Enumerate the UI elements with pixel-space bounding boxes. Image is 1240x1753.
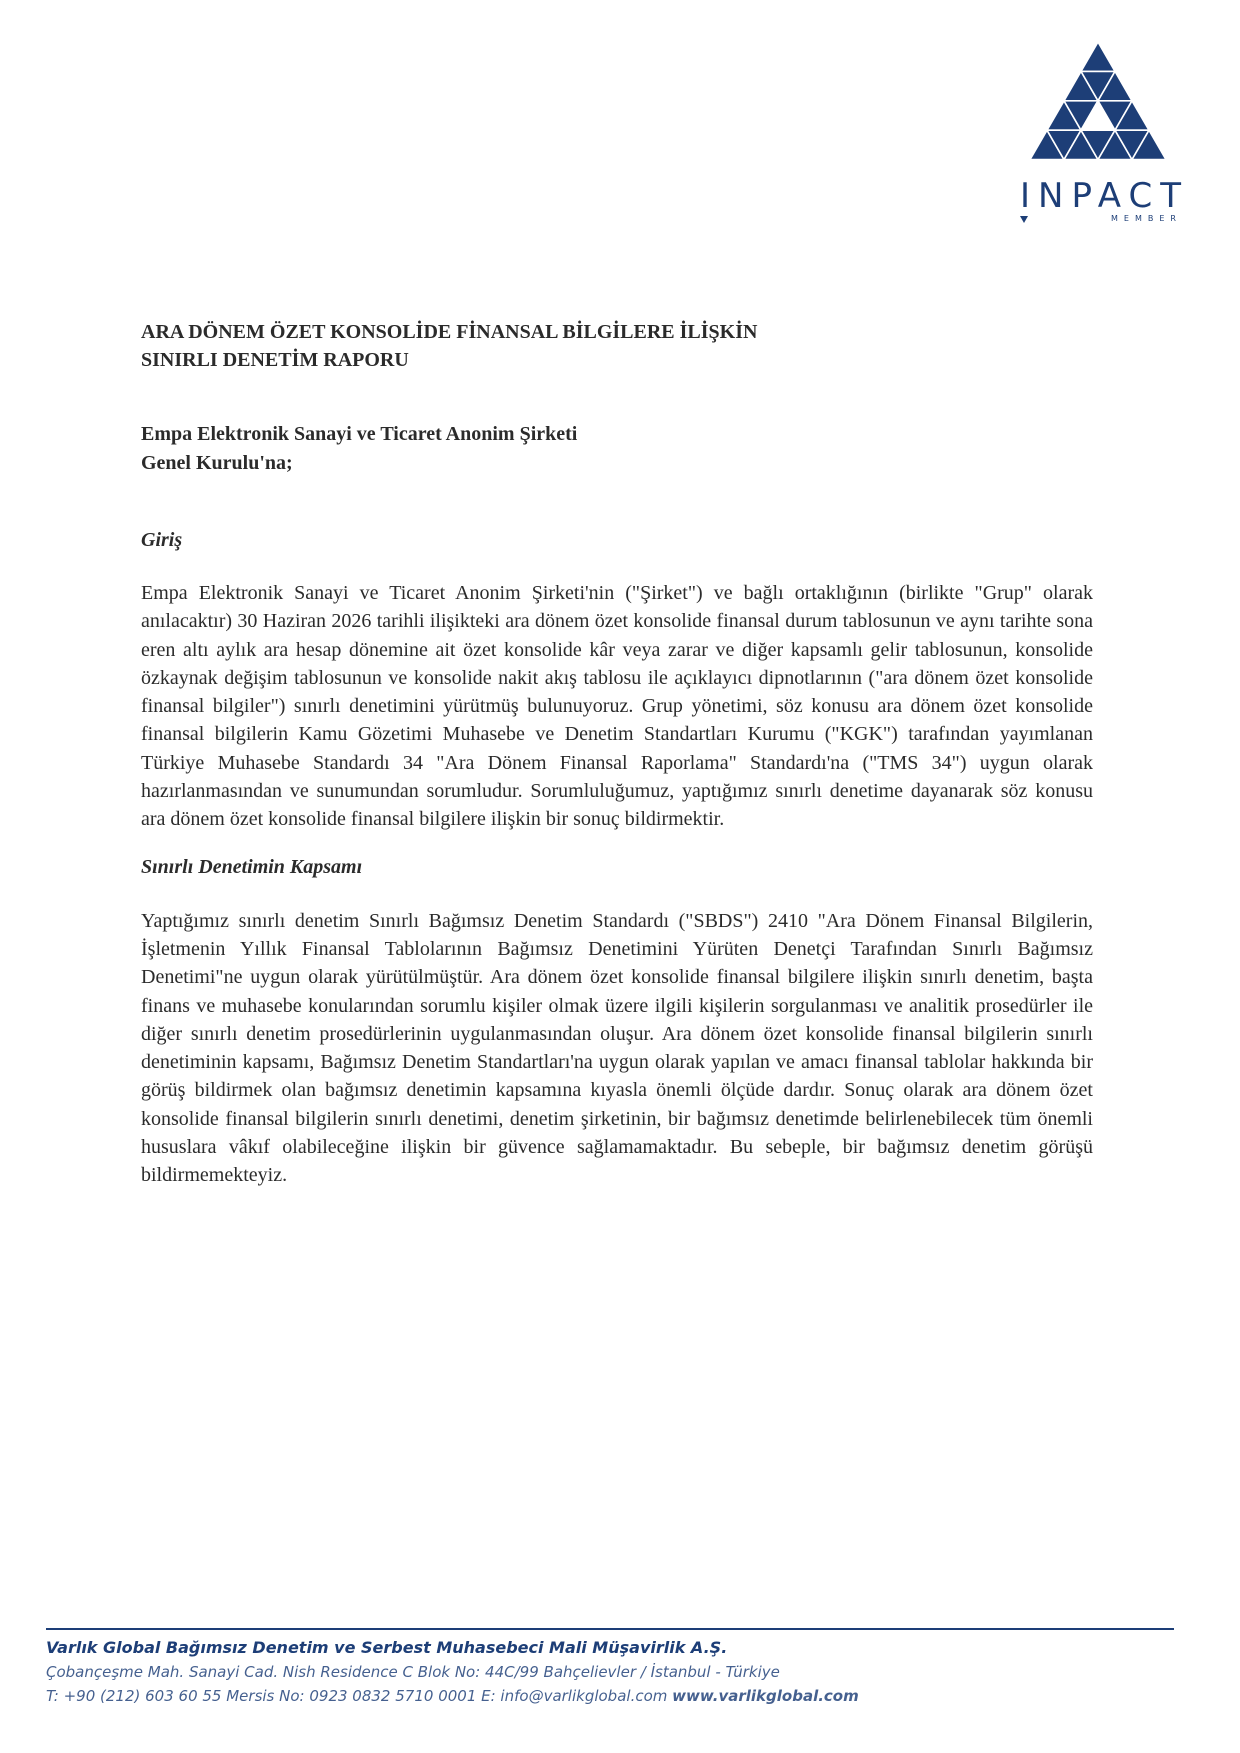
- addressee: [141, 420, 1093, 478]
- report-title: [141, 318, 1093, 374]
- report-title-line: ARA DÖNEM ÖZET KONSOLİDE FİNANSAL BİLGİLERE İLİŞKİN: [141, 321, 758, 343]
- section-heading-scope: Sınırlı Denetimin Kapsamı: [141, 855, 363, 878]
- footer-company-name: Varlık Global Bağımsız Denetim ve Serbest Muhasebeci Mali Müşavirlik A.Ş.: [46, 1638, 728, 1657]
- footer-contact-line: [46, 1684, 1174, 1708]
- section-body-scope: Yaptığımız sınırlı denetim Sınırlı Bağımsız Denetim Standardı ("SBDS") 2410 "Ara Dönem Finansal Bilgilerin, İşletmenin Yıllık Finansal Tablolarının Bağımsız Denetimini Yürüten Denetçi Tarafından Sınırlı Bağımsız Denetimi"ne uygun olarak yürütülmüştür. Ara dönem özet konsolide finansal bilgilere ilişkin sınırlı denetim, başta finans ve muhasebe konularından sorumlu kişiler olmak üzere ilgili kişilerin sorgulanması ve analitik prosedürler ile diğer sınırlı denetim prosedürlerinin uygulanmasından oluşur. Ara dönem özet konsolide finansal bilgilerin sınırlı denetiminin kapsamı, Bağımsız Denetim Standartları'na uygun olarak yapılan ve amacı finansal tablolar hakkında bir görüş bildirmek olan bağımsız denetimin kapsamına kıyasla önemli ölçüde dardır. Sonuç olarak ara dönem özet konsolide finansal bilgilerin sınırlı denetimi, denetim şirketinin, bir bağımsız denetimde belirlenebilecek tüm önemli hususlara vâkıf olabileceğine ilişkin bir güvence sağlamamaktadır. Bu sebeple, bir bağımsız denetim görüşü bildirmemekteyiz.: [141, 909, 1093, 1187]
- inpact-triangle-logo-icon: [1010, 38, 1200, 178]
- footer-divider: [46, 1628, 1174, 1630]
- report-body: [141, 318, 1093, 1190]
- addressee-company: Empa Elektronik Sanayi ve Ticaret Anonim Şirketi: [141, 423, 578, 445]
- addressee-recipient: Genel Kurulu'na;: [141, 452, 293, 474]
- footer-contact: T: +90 (212) 603 60 55 Mersis No: 0923 0832 5710 0001 E: info@varlikglobal.com: [46, 1687, 668, 1705]
- section-body-introduction: Empa Elektronik Sanayi ve Ticaret Anonim Şirketi'nin ("Şirket") ve bağlı ortaklığının (birlikte "Grup" olarak anılacaktır) 30 Haziran 2026 tarihli ilişikteki ara dönem özet konsolide finansal durum tablosunun ve aynı tarihte sona eren altı aylık ara hesap dönemine ait özet konsolide kâr veya zarar ve diğer kapsamlı gelir tablosunun, konsolide özkaynak değişim tablosunun ve konsolide nakit akış tablosu ile açıklayıcı dipnotlarının ("ara dönem özet konsolide finansal bilgiler") sınırlı denetimini yürütmüş bulunuyoruz. Grup yönetimi, söz konusu ara dönem özet konsolide finansal bilgilerin Kamu Gözetimi Muhasebe ve Denetim Standartları Kurumu ("KGK") tarafından yayımlanan Türkiye Muhasebe Standardı 34 "Ara Dönem Finansal Raporlama" Standardı'na ("TMS 34") uygun olarak hazırlanmasından ve sunumundan sorumludur. Sorumluluğumuz, yaptığımız sınırlı denetime dayanarak söz konusu ara dönem özet konsolide finansal bilgilere ilişkin bir sonuç bildirmektir.: [141, 582, 1093, 831]
- logo-triangle-facet: [1081, 42, 1115, 71]
- logo-member-label: MEMBER: [1111, 214, 1182, 223]
- footer-website-link[interactable]: www.varlikglobal.com: [672, 1687, 859, 1705]
- report-title-line: SINIRLI DENETİM RAPORU: [141, 349, 409, 371]
- footer-address: Çobançeşme Mah. Sanayi Cad. Nish Residence C Blok No: 44C/99 Bahçelievler / İstanbul - Türkiye: [46, 1663, 780, 1681]
- page-footer: [46, 1636, 1174, 1708]
- logo-wordmark: INPACT: [1020, 176, 1189, 216]
- section-heading-introduction: Giriş: [141, 529, 183, 551]
- logo-marker-icon: [1020, 216, 1028, 223]
